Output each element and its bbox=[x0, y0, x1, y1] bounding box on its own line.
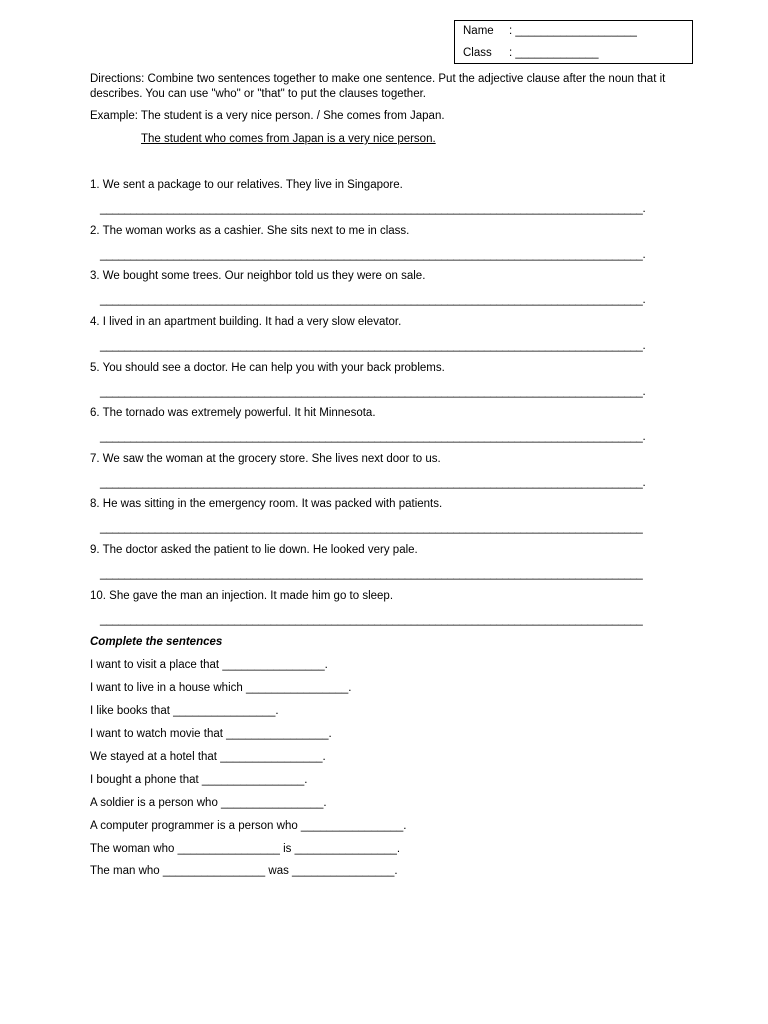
answer-line-10[interactable]: _________________________________________________________________________________________ bbox=[100, 614, 643, 626]
question-9: 9. The doctor asked the patient to lie down. He looked very pale. bbox=[90, 544, 418, 556]
answer-line-2[interactable]: _________________________________________________________________________________________. bbox=[100, 249, 646, 261]
complete-item-1[interactable]: I want to visit a place that ________________. bbox=[90, 659, 328, 671]
class-row[interactable] bbox=[463, 47, 599, 59]
complete-item-5[interactable]: We stayed at a hotel that ________________. bbox=[90, 751, 326, 763]
question-2: 2. The woman works as a cashier. She sits next to me in class. bbox=[90, 225, 410, 237]
complete-item-10[interactable]: The man who ________________ was ________________. bbox=[90, 865, 398, 877]
answer-line-4[interactable]: _________________________________________________________________________________________. bbox=[100, 340, 646, 352]
question-4: 4. I lived in an apartment building. It had a very slow elevator. bbox=[90, 316, 402, 328]
example-prompt: Example: The student is a very nice person. / She comes from Japan. bbox=[90, 110, 445, 122]
name-field[interactable]: : ___________________ bbox=[509, 25, 637, 37]
class-field[interactable]: : _____________ bbox=[509, 47, 599, 59]
answer-line-9[interactable]: _________________________________________________________________________________________ bbox=[100, 568, 643, 580]
complete-item-7[interactable]: A soldier is a person who ________________. bbox=[90, 797, 327, 809]
name-row[interactable] bbox=[463, 25, 637, 37]
name-class-box bbox=[454, 20, 693, 64]
answer-line-3[interactable]: _________________________________________________________________________________________. bbox=[100, 294, 646, 306]
question-5: 5. You should see a doctor. He can help you with your back problems. bbox=[90, 362, 445, 374]
directions-text: Directions: Combine two sentences together to make one sentence. Put the adjective clause after the noun that it describes. You can use "who" or "that" to put the clauses together. bbox=[90, 73, 666, 100]
question-1: 1. We sent a package to our relatives. They live in Singapore. bbox=[90, 179, 403, 191]
complete-item-4[interactable]: I want to watch movie that ________________. bbox=[90, 728, 332, 740]
complete-item-9[interactable]: The woman who ________________ is ________________. bbox=[90, 843, 401, 855]
answer-line-6[interactable]: _________________________________________________________________________________________. bbox=[100, 431, 646, 443]
name-label: Name bbox=[463, 25, 494, 37]
complete-item-3[interactable]: I like books that ________________. bbox=[90, 705, 279, 717]
question-10: 10. She gave the man an injection. It made him go to sleep. bbox=[90, 590, 394, 602]
answer-line-5[interactable]: _________________________________________________________________________________________. bbox=[100, 386, 646, 398]
question-7: 7. We saw the woman at the grocery store. She lives next door to us. bbox=[90, 453, 441, 465]
answer-line-8[interactable]: _________________________________________________________________________________________ bbox=[100, 522, 643, 534]
question-6: 6. The tornado was extremely powerful. It hit Minnesota. bbox=[90, 407, 376, 419]
complete-item-6[interactable]: I bought a phone that ________________. bbox=[90, 774, 308, 786]
question-3: 3. We bought some trees. Our neighbor told us they were on sale. bbox=[90, 270, 426, 282]
example-answer: The student who comes from Japan is a very nice person. bbox=[141, 133, 436, 145]
answer-line-1[interactable]: _________________________________________________________________________________________. bbox=[100, 203, 646, 215]
class-label: Class bbox=[463, 47, 492, 59]
complete-item-2[interactable]: I want to live in a house which ________________. bbox=[90, 682, 352, 694]
complete-item-8[interactable]: A computer programmer is a person who ________________. bbox=[90, 820, 407, 832]
answer-line-7[interactable]: _________________________________________________________________________________________. bbox=[100, 477, 646, 489]
complete-section-title: Complete the sentences bbox=[90, 636, 223, 648]
question-8: 8. He was sitting in the emergency room. It was packed with patients. bbox=[90, 498, 443, 510]
